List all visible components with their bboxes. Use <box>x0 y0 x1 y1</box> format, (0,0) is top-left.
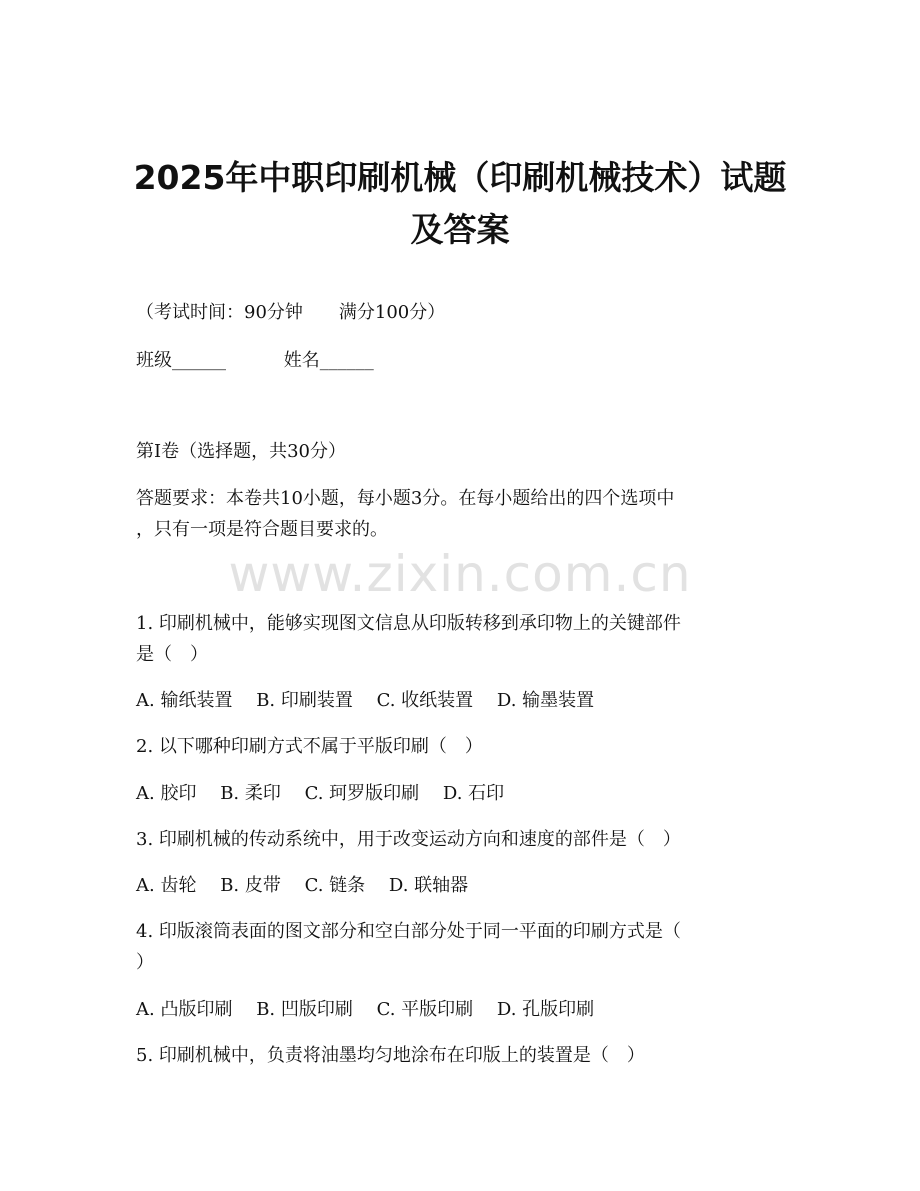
student-info-row <box>136 346 796 376</box>
question-3-option-a: A. 齿轮 <box>136 875 197 896</box>
question-4-option-a: A. 凸版印刷 <box>136 999 233 1020</box>
exam-info: （考试时间：90分钟 满分100分） <box>136 302 446 323</box>
question-4-options <box>136 995 796 1025</box>
document-title-line-2: 及答案 <box>410 210 510 249</box>
question-1-option-a: A. 输纸装置 <box>136 690 233 711</box>
question-4-option-d: D. 孔版印刷 <box>496 999 595 1020</box>
question-5-text: 5. 印刷机械中，负责将油墨均匀地涂布在印版上的装置是（ ） <box>136 1045 645 1066</box>
question-4-text-line-1: 4. 印版滚筒表面的图文部分和空白部分处于同一平面的印刷方式是（ <box>136 921 681 942</box>
class-field-label: 班级______ <box>136 350 226 371</box>
watermark: www.zixin.com.cn <box>228 545 692 603</box>
question-2-option-c: C. 珂罗版印刷 <box>304 783 420 804</box>
question-2-text: 2. 以下哪种印刷方式不属于平版印刷（ ） <box>136 736 483 757</box>
question-2-option-a: A. 胶印 <box>136 783 197 804</box>
section-title: 第I卷（选择题，共30分） <box>136 441 347 462</box>
question-3-options <box>136 871 796 901</box>
question-1-option-c: C. 收纸装置 <box>376 690 474 711</box>
document-title-line-1: 2025年中职印刷机械（印刷机械技术）试题 <box>133 158 787 197</box>
question-1-text-line-1: 1. 印刷机械中，能够实现图文信息从印版转移到承印物上的关键部件 <box>136 613 681 634</box>
question-4-option-b: B. 凹版印刷 <box>256 999 353 1020</box>
question-2-option-b: B. 柔印 <box>220 783 281 804</box>
name-field-label: 姓名______ <box>283 350 374 371</box>
question-1-option-b: B. 印刷装置 <box>256 690 353 711</box>
question-1-options <box>136 686 796 716</box>
question-4-option-c: C. 平版印刷 <box>376 999 474 1020</box>
instructions-line-2: ，只有一项是符合题目要求的。 <box>136 519 388 540</box>
question-2-option-d: D. 石印 <box>442 783 505 804</box>
question-3-option-c: C. 链条 <box>304 875 366 896</box>
question-1-option-d: D. 输墨装置 <box>496 690 595 711</box>
question-3-text: 3. 印刷机械的传动系统中，用于改变运动方向和速度的部件是（ ） <box>136 829 681 850</box>
question-3-option-d: D. 联轴器 <box>388 875 469 896</box>
question-1-text-line-2: 是（ ） <box>136 644 208 665</box>
question-3-option-b: B. 皮带 <box>220 875 281 896</box>
question-2-options <box>136 779 796 809</box>
question-4-text-line-2: ） <box>136 952 154 973</box>
instructions-line-1: 答题要求：本卷共10小题，每小题3分。在每小题给出的四个选项中 <box>136 488 675 509</box>
